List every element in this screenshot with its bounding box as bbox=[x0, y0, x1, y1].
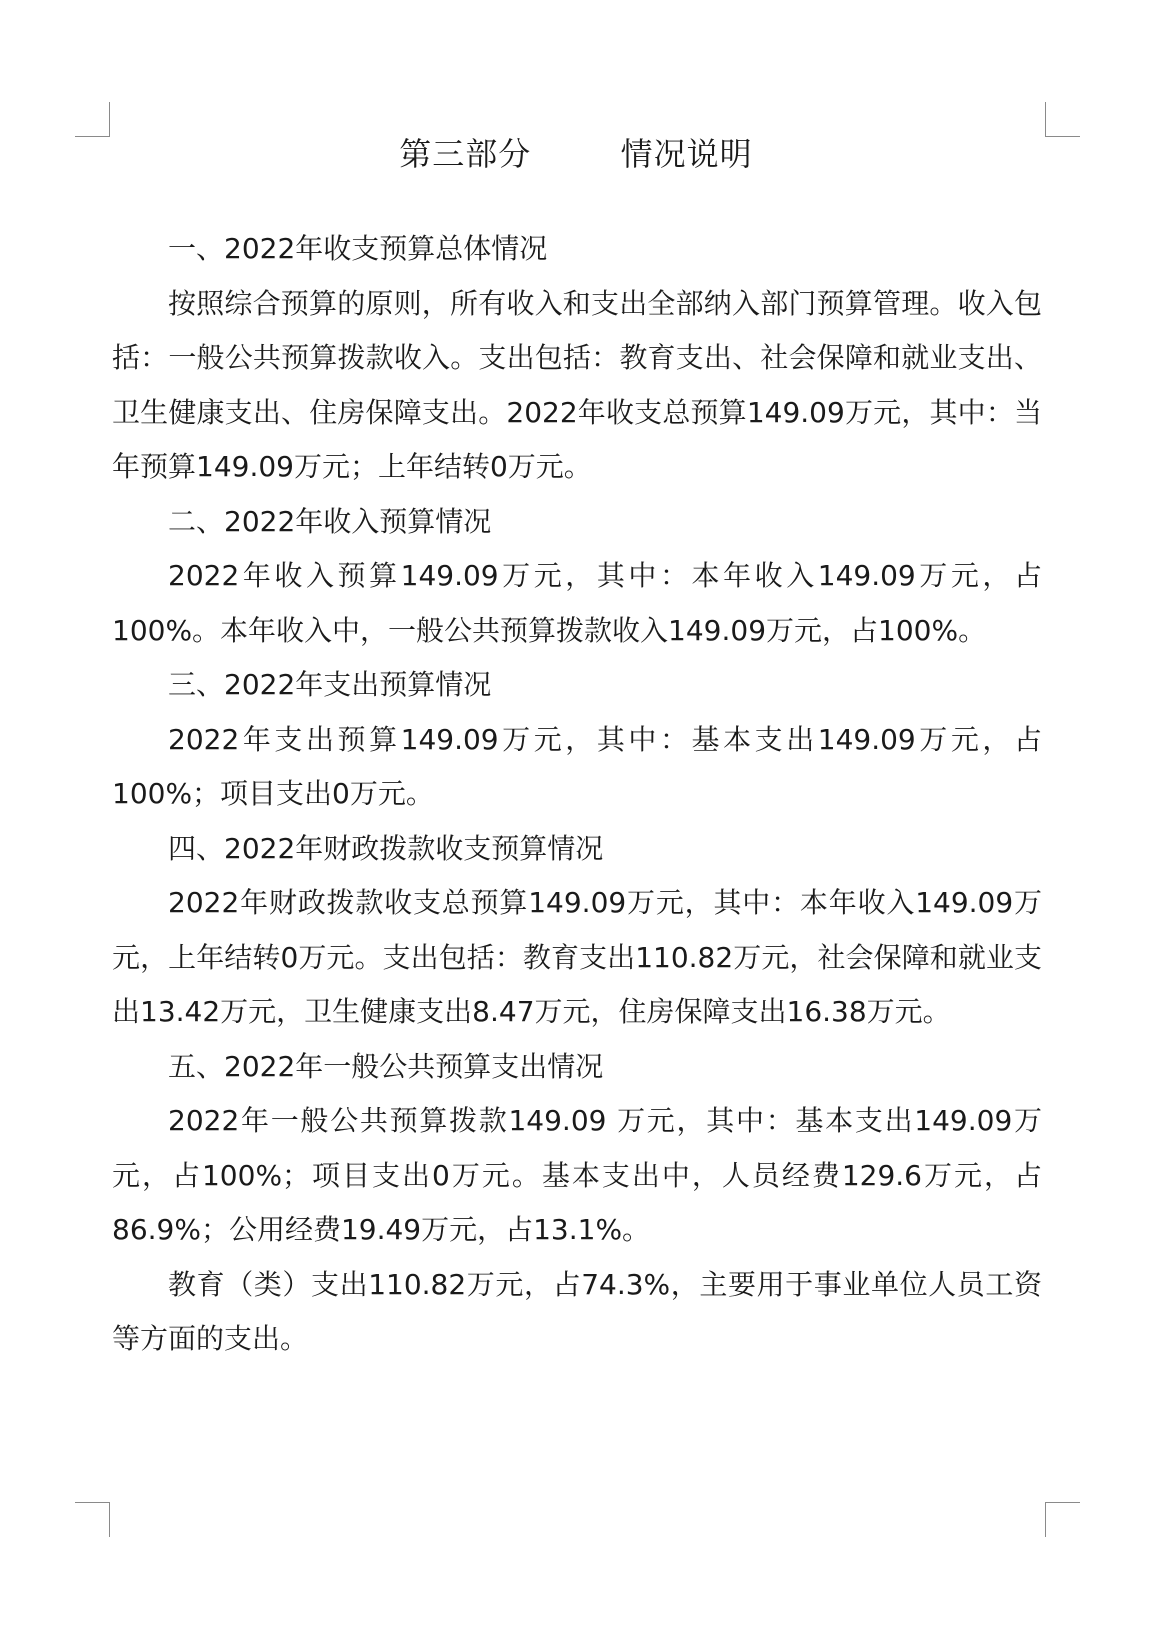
section-paragraph: 2022年财政拨款收支总预算149.09万元，其中：本年收入149.09万元，上年结转0万元。支出包括：教育支出110.82万元，社会保障和就业支出13.42万元，卫生健康支出8.47万元，住房保障支出16.38万元。 bbox=[112, 886, 1042, 1028]
section-heading-2: 二、2022年收入预算情况 bbox=[168, 504, 492, 538]
page-title: 第三部分 情况说明 bbox=[399, 135, 753, 173]
section-heading-3: 三、2022年支出预算情况 bbox=[168, 668, 492, 701]
section-paragraph: 2022年一般公共预算拨款149.09 万元，其中：基本支出149.09万元，占100%；项目支出0万元。基本支出中，人员经费129.6万元，占86.9%；公用经费19.49万元，占13.1%。 bbox=[112, 1104, 1042, 1246]
page-corner-mark-bottom-left bbox=[75, 1502, 110, 1537]
page-corner-mark-bottom-right bbox=[1045, 1502, 1080, 1537]
section-heading-5: 五、2022年一般公共预算支出情况 bbox=[168, 1049, 604, 1083]
page-corner-mark-top-left bbox=[75, 102, 110, 137]
section-heading-1: 一、2022年收支预算总体情况 bbox=[168, 232, 548, 265]
section-heading-4: 四、2022年财政拨款收支预算情况 bbox=[168, 831, 604, 865]
document-body bbox=[112, 222, 1042, 1367]
page-corner-mark-top-right bbox=[1045, 102, 1080, 137]
section-paragraph: 2022年收入预算149.09万元，其中：本年收入149.09万元，占 100%。本年收入中，一般公共预算拨款收入149.09万元，占100%。 bbox=[112, 559, 1042, 647]
section-paragraph: 按照综合预算的原则，所有收入和支出全部纳入部门预算管理。收入包括：一般公共预算拨款收入。支出包括：教育支出、社会保障和就业支出、卫生健康支出、住房保障支出。2022年收支总预算149.09万元，其中：当年预算149.09万元；上年结转0万元。 bbox=[112, 286, 1042, 483]
section-paragraph: 教育（类）支出110.82万元，占74.3%，主要用于事业单位人员工资等方面的支出。 bbox=[112, 1267, 1042, 1355]
section-paragraph: 2022年支出预算149.09万元，其中：基本支出149.09万元，占100%；项目支出0万元。 bbox=[112, 722, 1042, 810]
